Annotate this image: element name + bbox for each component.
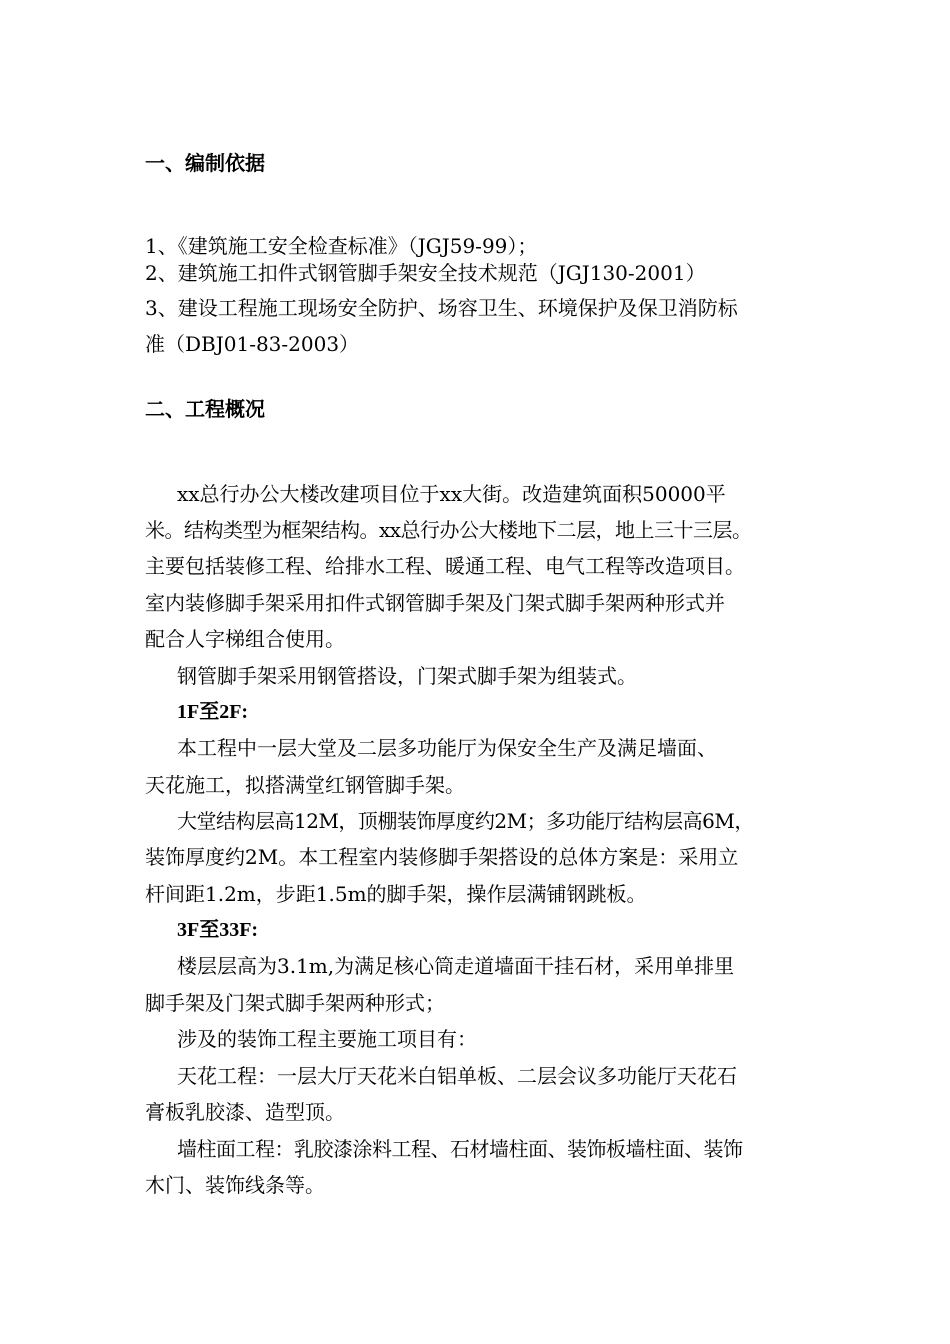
paragraph-line: 本工程中一层大堂及二层多功能厅为保安全生产及满足墙面、: [177, 736, 717, 760]
paragraph-line: xx总行办公大楼改建项目位于xx大街。改造建筑面积50000平: [177, 482, 726, 506]
paragraph-line: 天花工程：一层大厅天花米白铝单板、二层会议多功能厅天花石: [177, 1064, 737, 1088]
paragraph-line: 主要包括装修工程、给排水工程、暖通工程、电气工程等改造项目。: [145, 554, 745, 578]
paragraph-line: 膏板乳胶漆、造型顶。: [145, 1100, 345, 1124]
paragraph-line: 配合人字梯组合使用。: [145, 627, 345, 651]
section-heading-basis: 一、编制依据: [145, 151, 265, 175]
paragraph-line: 钢管脚手架采用钢管搭设，门架式脚手架为组装式。: [177, 664, 637, 688]
paragraph-line: 涉及的装饰工程主要施工项目有：: [177, 1027, 477, 1051]
paragraph-line: 墙柱面工程：乳胶漆涂料工程、石材墙柱面、装饰板墙柱面、装饰: [177, 1137, 743, 1161]
paragraph-line: 室内装修脚手架采用扣件式钢管脚手架及门架式脚手架两种形式并: [145, 591, 725, 615]
paragraph-line: 大堂结构层高12M，顶棚装饰厚度约2M；多功能厅结构层高6M，: [177, 809, 754, 833]
paragraph-line: 天花施工，拟搭满堂红钢管脚手架。: [145, 773, 465, 797]
basis-item-2: 2、建筑施工扣件式钢管脚手架安全技术规范（JGJ130-2001）: [145, 261, 706, 285]
subheading-1f-2f: 1F至2F:: [177, 701, 249, 723]
paragraph-line: 脚手架及门架式脚手架两种形式；: [145, 991, 445, 1015]
paragraph-line: 米。结构类型为框架结构。xx总行办公大楼地下二层，地上三十三层。: [145, 518, 752, 542]
paragraph-line: 装饰厚度约2M。本工程室内装修脚手架搭设的总体方案是：采用立: [145, 845, 739, 869]
section-heading-overview: 二、工程概况: [145, 397, 265, 421]
paragraph-line: 杆间距1.2m，步距1.5m的脚手架，操作层满铺钢跳板。: [145, 882, 647, 906]
subheading-3f-33f: 3F至33F:: [177, 919, 259, 941]
paragraph-line: 木门、装饰线条等。: [145, 1173, 325, 1197]
basis-item-3-cont: 准（DBJ01-83-2003）: [145, 332, 360, 356]
basis-item-1: 1、《建筑施工安全检查标准》（JGJ59-99）；: [145, 234, 538, 258]
paragraph-line: 楼层层高为3.1m,为满足核心筒走道墙面干挂石材，采用单排里: [177, 954, 735, 978]
basis-item-3: 3、建设工程施工现场安全防护、场容卫生、环境保护及保卫消防标: [145, 296, 738, 320]
